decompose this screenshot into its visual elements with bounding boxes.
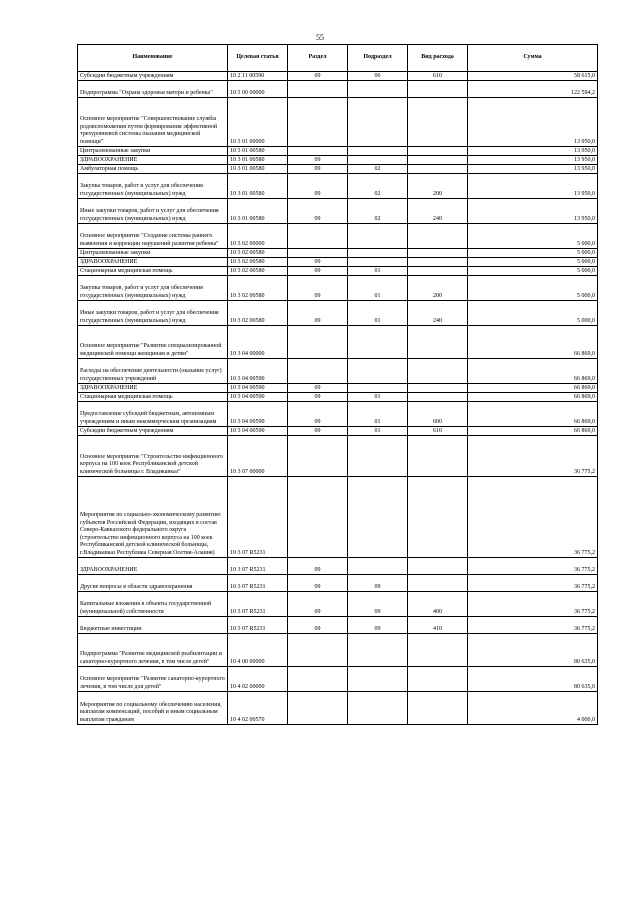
row-section: 09 bbox=[288, 301, 348, 326]
row-subsection: 01 bbox=[348, 267, 408, 276]
row-name: Подпрограмма "Развитие медицинской реабилитации и санаторно-курортного лечения, в том числе детей" bbox=[78, 634, 228, 667]
row-expense-type: 410 bbox=[408, 617, 468, 634]
row-sum: 13 950,0 bbox=[468, 174, 598, 199]
table-row bbox=[78, 72, 598, 81]
row-target-code: 10 3 07 00000 bbox=[228, 436, 288, 477]
row-target-code: 10 4 02 00000 bbox=[228, 667, 288, 692]
row-subsection: 09 bbox=[348, 592, 408, 617]
row-sum: 80 635,0 bbox=[468, 667, 598, 692]
row-section bbox=[288, 326, 348, 359]
header-name: Наименование bbox=[78, 45, 228, 72]
row-subsection bbox=[348, 477, 408, 558]
row-sum: 5 000,0 bbox=[468, 301, 598, 326]
row-expense-type bbox=[408, 267, 468, 276]
row-target-code: 10 3 04 00590 bbox=[228, 359, 288, 384]
row-name: Централизованные закупки bbox=[78, 249, 228, 258]
row-target-code: 10 3 00 00000 bbox=[228, 81, 288, 98]
table-row bbox=[78, 301, 598, 326]
row-subsection: 02 bbox=[348, 174, 408, 199]
row-expense-type bbox=[408, 575, 468, 592]
row-sum: 5 000,0 bbox=[468, 267, 598, 276]
table-row bbox=[78, 276, 598, 301]
table-row bbox=[78, 617, 598, 634]
row-expense-type: 610 bbox=[408, 427, 468, 436]
row-target-code: 10 3 04 00590 bbox=[228, 393, 288, 402]
row-name: Субсидии бюджетным учреждениям bbox=[78, 72, 228, 81]
row-expense-type: 200 bbox=[408, 174, 468, 199]
header-section: Раздел bbox=[288, 45, 348, 72]
table-row bbox=[78, 98, 598, 147]
row-subsection bbox=[348, 359, 408, 384]
row-name: ЗДРАВООХРАНЕНИЕ bbox=[78, 384, 228, 393]
row-section: 09 bbox=[288, 558, 348, 575]
row-target-code: 10 3 01 00580 bbox=[228, 156, 288, 165]
row-subsection bbox=[348, 326, 408, 359]
row-sum: 66 869,0 bbox=[468, 393, 598, 402]
row-sum: 66 869,0 bbox=[468, 384, 598, 393]
row-target-code: 10 3 02 00000 bbox=[228, 224, 288, 249]
row-target-code: 10 3 02 00580 bbox=[228, 276, 288, 301]
table-row bbox=[78, 477, 598, 558]
table-row bbox=[78, 326, 598, 359]
row-sum: 13 950,0 bbox=[468, 165, 598, 174]
row-target-code: 10 3 02 00580 bbox=[228, 258, 288, 267]
row-expense-type bbox=[408, 258, 468, 267]
row-expense-type bbox=[408, 98, 468, 147]
row-section bbox=[288, 147, 348, 156]
table-row bbox=[78, 199, 598, 224]
row-target-code: 10 2 11 00590 bbox=[228, 72, 288, 81]
row-target-code: 10 3 01 00580 bbox=[228, 199, 288, 224]
table-row bbox=[78, 165, 598, 174]
row-target-code: 10 3 04 00590 bbox=[228, 384, 288, 393]
row-name: Мероприятия по социальному обеспечению населения, выплатам компенсаций, пособий и иным социальным выплатам гражданам bbox=[78, 692, 228, 725]
row-subsection bbox=[348, 558, 408, 575]
row-sum: 58 615,0 bbox=[468, 72, 598, 81]
row-target-code: 10 4 02 00570 bbox=[228, 692, 288, 725]
row-subsection bbox=[348, 249, 408, 258]
row-expense-type bbox=[408, 165, 468, 174]
row-expense-type bbox=[408, 634, 468, 667]
row-section: 09 bbox=[288, 384, 348, 393]
row-name: Подпрограмма "Охрана здоровья матери и ребенка" bbox=[78, 81, 228, 98]
row-subsection bbox=[348, 147, 408, 156]
row-section bbox=[288, 634, 348, 667]
table-row bbox=[78, 692, 598, 725]
page-number: 55 bbox=[316, 33, 324, 42]
header-sum: Сумма bbox=[468, 45, 598, 72]
row-section: 09 bbox=[288, 156, 348, 165]
row-subsection: 01 bbox=[348, 301, 408, 326]
row-name: Закупка товаров, работ и услуг для обеспечения государственных (муниципальных) нужд bbox=[78, 174, 228, 199]
row-name: Бюджетные инвестиции bbox=[78, 617, 228, 634]
row-section bbox=[288, 477, 348, 558]
row-sum: 36 775,2 bbox=[468, 477, 598, 558]
row-subsection: 02 bbox=[348, 165, 408, 174]
table-row bbox=[78, 592, 598, 617]
row-sum: 5 000,0 bbox=[468, 258, 598, 267]
row-target-code: 10 3 07 R5231 bbox=[228, 575, 288, 592]
row-section bbox=[288, 81, 348, 98]
table-row bbox=[78, 249, 598, 258]
row-section bbox=[288, 98, 348, 147]
table-row bbox=[78, 427, 598, 436]
row-section: 09 bbox=[288, 592, 348, 617]
row-name: Мероприятия по социально-экономическому развитию субъектов Российской Федерации, входящих в состав Северо-Кавказского федерального округа (строительство инфекционного корпуса на 100 коек Республиканской детской клинической больницы, г.Владикавказ Республика Северная Осетия-Алания) bbox=[78, 477, 228, 558]
row-expense-type bbox=[408, 436, 468, 477]
row-section: 09 bbox=[288, 174, 348, 199]
row-name: Основное мероприятие "Строительство инфекционного корпуса на 100 коек Республиканской детской клинической больницы г. Владикавказ" bbox=[78, 436, 228, 477]
row-target-code: 10 3 04 00000 bbox=[228, 326, 288, 359]
row-name: ЗДРАВООХРАНЕНИЕ bbox=[78, 558, 228, 575]
row-subsection: 01 bbox=[348, 402, 408, 427]
row-target-code: 10 3 02 00580 bbox=[228, 301, 288, 326]
row-section bbox=[288, 667, 348, 692]
row-name: Основное мероприятие "Развитие санаторно-курортного лечения, в том числе для детей" bbox=[78, 667, 228, 692]
row-section bbox=[288, 249, 348, 258]
row-expense-type bbox=[408, 477, 468, 558]
budget-table bbox=[77, 44, 598, 725]
row-sum: 5 000,0 bbox=[468, 249, 598, 258]
row-expense-type bbox=[408, 692, 468, 725]
header-subsection: Подраздел bbox=[348, 45, 408, 72]
row-section: 09 bbox=[288, 276, 348, 301]
row-subsection: 02 bbox=[348, 199, 408, 224]
row-expense-type bbox=[408, 156, 468, 165]
row-name: ЗДРАВООХРАНЕНИЕ bbox=[78, 156, 228, 165]
table-row bbox=[78, 267, 598, 276]
row-section bbox=[288, 436, 348, 477]
row-expense-type bbox=[408, 384, 468, 393]
row-sum: 13 950,0 bbox=[468, 199, 598, 224]
row-target-code: 10 3 07 R5231 bbox=[228, 477, 288, 558]
row-target-code: 10 3 07 R5231 bbox=[228, 592, 288, 617]
table-row bbox=[78, 359, 598, 384]
row-target-code: 10 3 04 00590 bbox=[228, 402, 288, 427]
row-subsection: 09 bbox=[348, 617, 408, 634]
row-sum: 36 775,2 bbox=[468, 575, 598, 592]
row-name: Предоставление субсидий бюджетным, автономным учреждениям и иным некоммерческим организациям bbox=[78, 402, 228, 427]
row-target-code: 10 3 01 00580 bbox=[228, 165, 288, 174]
row-sum: 5 000,0 bbox=[468, 276, 598, 301]
row-target-code: 10 3 01 00580 bbox=[228, 147, 288, 156]
header-target: Целевая статья bbox=[228, 45, 288, 72]
table-row bbox=[78, 393, 598, 402]
row-expense-type: 600 bbox=[408, 402, 468, 427]
table-row bbox=[78, 436, 598, 477]
row-expense-type: 400 bbox=[408, 592, 468, 617]
row-sum: 13 950,0 bbox=[468, 156, 598, 165]
row-subsection bbox=[348, 436, 408, 477]
table-row bbox=[78, 258, 598, 267]
table-row bbox=[78, 174, 598, 199]
row-target-code: 10 3 01 00580 bbox=[228, 174, 288, 199]
row-sum: 13 950,0 bbox=[468, 98, 598, 147]
row-section: 09 bbox=[288, 617, 348, 634]
table-row bbox=[78, 224, 598, 249]
row-expense-type: 240 bbox=[408, 301, 468, 326]
row-name: Иные закупки товаров, работ и услуг для обеспечения государственных (муниципальных) нужд bbox=[78, 199, 228, 224]
table-row bbox=[78, 147, 598, 156]
row-expense-type bbox=[408, 224, 468, 249]
row-subsection bbox=[348, 81, 408, 98]
row-target-code: 10 3 04 00590 bbox=[228, 427, 288, 436]
row-section: 09 bbox=[288, 402, 348, 427]
row-sum: 66 869,0 bbox=[468, 402, 598, 427]
row-name: Основное мероприятие "Создание системы раннего выявления и коррекции нарушений развития ребенка" bbox=[78, 224, 228, 249]
row-subsection bbox=[348, 384, 408, 393]
row-name: Основное мероприятие "Развитие специализированной медицинской помощи женщинам и детям" bbox=[78, 326, 228, 359]
row-section: 09 bbox=[288, 393, 348, 402]
row-expense-type bbox=[408, 393, 468, 402]
row-subsection bbox=[348, 224, 408, 249]
table-row bbox=[78, 634, 598, 667]
row-name: Расходы на обеспечение деятельности (оказание услуг) государственных учреждений bbox=[78, 359, 228, 384]
row-target-code: 10 3 02 00580 bbox=[228, 267, 288, 276]
row-name: Закупка товаров, работ и услуг для обеспечения государственных (муниципальных) нужд bbox=[78, 276, 228, 301]
row-section: 09 bbox=[288, 165, 348, 174]
row-expense-type bbox=[408, 326, 468, 359]
row-target-code: 10 3 02 00580 bbox=[228, 249, 288, 258]
row-expense-type bbox=[408, 81, 468, 98]
header-expense-type: Вид расхода bbox=[408, 45, 468, 72]
row-section bbox=[288, 224, 348, 249]
table-header-row bbox=[78, 45, 598, 72]
row-sum: 66 869,0 bbox=[468, 359, 598, 384]
row-subsection bbox=[348, 156, 408, 165]
row-target-code: 10 4 00 00000 bbox=[228, 634, 288, 667]
row-expense-type bbox=[408, 249, 468, 258]
row-name: Капитальные вложения в объекты государственной (муниципальной) собственности bbox=[78, 592, 228, 617]
row-name: Иные закупки товаров, работ и услуг для обеспечения государственных (муниципальных) нужд bbox=[78, 301, 228, 326]
row-name: Основное мероприятие "Совершенствование службы родовспоможения путем формирования эффективной трехуровневой системы оказания медицинской помощи" bbox=[78, 98, 228, 147]
row-name: Централизованные закупки bbox=[78, 147, 228, 156]
row-sum: 80 635,0 bbox=[468, 634, 598, 667]
row-sum: 36 775,2 bbox=[468, 558, 598, 575]
row-subsection: 01 bbox=[348, 276, 408, 301]
row-expense-type bbox=[408, 359, 468, 384]
row-expense-type: 240 bbox=[408, 199, 468, 224]
row-section: 09 bbox=[288, 72, 348, 81]
row-subsection bbox=[348, 692, 408, 725]
row-subsection: 09 bbox=[348, 575, 408, 592]
row-section: 09 bbox=[288, 258, 348, 267]
row-target-code: 10 3 07 R5231 bbox=[228, 558, 288, 575]
row-subsection bbox=[348, 98, 408, 147]
row-sum: 66 869,0 bbox=[468, 427, 598, 436]
row-name: Другие вопросы в области здравоохранения bbox=[78, 575, 228, 592]
row-sum: 5 000,0 bbox=[468, 224, 598, 249]
row-subsection bbox=[348, 667, 408, 692]
row-section: 09 bbox=[288, 199, 348, 224]
row-section: 09 bbox=[288, 427, 348, 436]
row-target-code: 10 3 07 R5231 bbox=[228, 617, 288, 634]
table-row bbox=[78, 575, 598, 592]
row-subsection bbox=[348, 634, 408, 667]
row-sum: 13 950,0 bbox=[468, 147, 598, 156]
row-section: 09 bbox=[288, 267, 348, 276]
row-name: ЗДРАВООХРАНЕНИЕ bbox=[78, 258, 228, 267]
row-sum: 36 775,2 bbox=[468, 436, 598, 477]
row-expense-type bbox=[408, 558, 468, 575]
row-sum: 66 869,0 bbox=[468, 326, 598, 359]
table-row bbox=[78, 402, 598, 427]
row-name: Стационарная медицинская помощь bbox=[78, 267, 228, 276]
row-sum: 4 000,0 bbox=[468, 692, 598, 725]
row-sum: 36 775,2 bbox=[468, 592, 598, 617]
row-section: 09 bbox=[288, 575, 348, 592]
table-row bbox=[78, 384, 598, 393]
row-subsection: 01 bbox=[348, 427, 408, 436]
row-expense-type: 200 bbox=[408, 276, 468, 301]
row-expense-type: 610 bbox=[408, 72, 468, 81]
row-sum: 36 775,2 bbox=[468, 617, 598, 634]
row-name: Стационарная медицинская помощь bbox=[78, 393, 228, 402]
table-row bbox=[78, 667, 598, 692]
row-expense-type bbox=[408, 147, 468, 156]
row-subsection bbox=[348, 258, 408, 267]
table-row bbox=[78, 156, 598, 165]
row-name: Субсидии бюджетным учреждениям bbox=[78, 427, 228, 436]
row-section bbox=[288, 692, 348, 725]
row-subsection: 06 bbox=[348, 72, 408, 81]
row-name: Амбулаторная помощь bbox=[78, 165, 228, 174]
row-section bbox=[288, 359, 348, 384]
table-row bbox=[78, 558, 598, 575]
table-row bbox=[78, 81, 598, 98]
row-subsection: 01 bbox=[348, 393, 408, 402]
row-expense-type bbox=[408, 667, 468, 692]
row-sum: 122 594,2 bbox=[468, 81, 598, 98]
row-target-code: 10 3 01 00000 bbox=[228, 98, 288, 147]
